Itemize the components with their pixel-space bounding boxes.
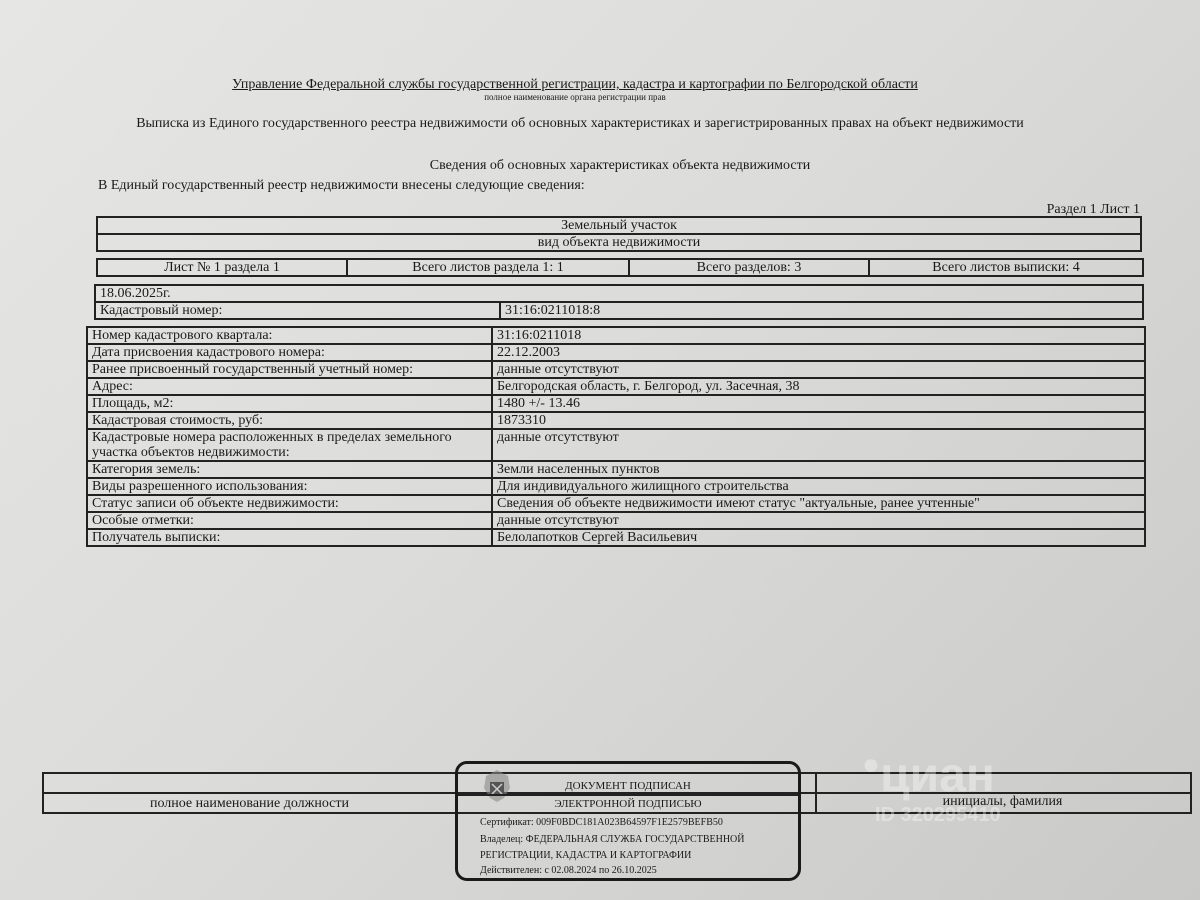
row-value: данные отсутствуют (492, 512, 1145, 529)
table-row (87, 412, 1145, 429)
row-label: Кадастровая стоимость, руб: (87, 412, 492, 429)
row-label-line1: Кадастровые номера расположенных в пределах земельного (92, 430, 452, 445)
electronic-signature-stamp (455, 761, 801, 881)
extract-date: 18.06.2025г. (95, 285, 1143, 302)
watermark-brand: циан (880, 749, 995, 802)
position-caption: полное наименование должности (149, 796, 350, 811)
table-row (87, 461, 1145, 478)
table-row (87, 429, 1145, 461)
row-value: 22.12.2003 (492, 344, 1145, 361)
table-row (87, 495, 1145, 512)
cadastral-number-value: 31:16:0211018:8 (500, 302, 1143, 319)
row-label: Виды разрешенного использования: (87, 478, 492, 495)
stamp-line2: ЭЛЕКТРОННОЙ ПОДПИСЬЮ (554, 798, 702, 810)
object-type: Земельный участок (97, 217, 1141, 234)
row-label: Особые отметки: (87, 512, 492, 529)
sections-count: Всего разделов: 3 (629, 259, 869, 276)
table-row (87, 395, 1145, 412)
row-value: данные отсутствуют (492, 361, 1145, 378)
divider (1190, 772, 1192, 814)
row-value: Белгородская область, г. Белгород, ул. Засечная, 38 (492, 378, 1145, 395)
section-label: Раздел 1 Лист 1 (1046, 202, 1140, 217)
object-type-box (96, 216, 1142, 252)
table-row (87, 378, 1145, 395)
table-row (87, 327, 1145, 344)
sheets-info (96, 258, 1144, 277)
stamp-owner-line1: Владелец: ФЕДЕРАЛЬНАЯ СЛУЖБА ГОСУДАРСТВЕННОЙ (480, 834, 745, 845)
stamp-validity: Действителен: с 02.08.2024 по 26.10.2025 (480, 865, 657, 876)
row-value: 1873310 (492, 412, 1145, 429)
row-value: данные отсутствуют (492, 429, 1145, 461)
row-value: 31:16:0211018 (492, 327, 1145, 344)
name-caption: инициалы, фамилия (942, 794, 1063, 809)
divider (458, 794, 798, 796)
row-label: Статус записи об объекте недвижимости: (87, 495, 492, 512)
row-label: Площадь, м2: (87, 395, 492, 412)
document-title: Выписка из Единого государственного реестра недвижимости об основных характеристиках и зарегистрированных правах на объект недвижимости (136, 116, 1024, 131)
row-label: Адрес: (87, 378, 492, 395)
table-row (87, 478, 1145, 495)
agency-caption: полное наименование органа регистрации прав (484, 92, 666, 102)
intro-text: В Единый государственный реестр недвижимости внесены следующие сведения: (98, 178, 585, 193)
row-label: Категория земель: (87, 461, 492, 478)
total-sheets: Всего листов выписки: 4 (869, 259, 1143, 276)
row-value: 1480 +/- 13.46 (492, 395, 1145, 412)
table-row (87, 344, 1145, 361)
object-type-caption: вид объекта недвижимости (97, 234, 1141, 251)
document-subtitle: Сведения об основных характеристиках объекта недвижимости (429, 158, 811, 173)
row-label-line2: участка объектов недвижимости: (92, 445, 290, 460)
row-label: Дата присвоения кадастрового номера: (87, 344, 492, 361)
watermark-logo (862, 748, 995, 803)
stamp-certificate: Сертификат: 009F0BDC181A023B64597F1E2579BEFB50 (480, 817, 723, 828)
row-label: Получатель выписки: (87, 529, 492, 546)
table-row (87, 361, 1145, 378)
row-value: Белолапотков Сергей Васильевич (492, 529, 1145, 546)
row-value: Для индивидуального жилищного строительства (492, 478, 1145, 495)
cadastral-number-box (94, 284, 1144, 320)
table-row (87, 529, 1145, 546)
row-label: Ранее присвоенный государственный учетный номер: (87, 361, 492, 378)
sheets-in-section: Всего листов раздела 1: 1 (347, 259, 629, 276)
characteristics-table (86, 326, 1146, 547)
stamp-line1: ДОКУМЕНТ ПОДПИСАН (565, 780, 691, 792)
row-value: Земли населенных пунктов (492, 461, 1145, 478)
table-row (87, 512, 1145, 529)
agency-name: Управление Федеральной службы государственной регистрации, кадастра и картографии по Белгородской области (232, 77, 918, 92)
row-value: Сведения об объекте недвижимости имеют статус "актуальные, ранее учтенные" (492, 495, 1145, 512)
watermark-id: ID 320295410 (875, 804, 1001, 826)
location-pin-icon: ● (862, 748, 881, 781)
sheet-number: Лист № 1 раздела 1 (97, 259, 347, 276)
cadastral-number-label: Кадастровый номер: (95, 302, 500, 319)
divider (458, 812, 798, 814)
stamp-owner-line2: РЕГИСТРАЦИИ, КАДАСТРА И КАРТОГРАФИИ (480, 850, 692, 861)
row-label: Номер кадастрового квартала: (87, 327, 492, 344)
row-label (87, 429, 492, 461)
